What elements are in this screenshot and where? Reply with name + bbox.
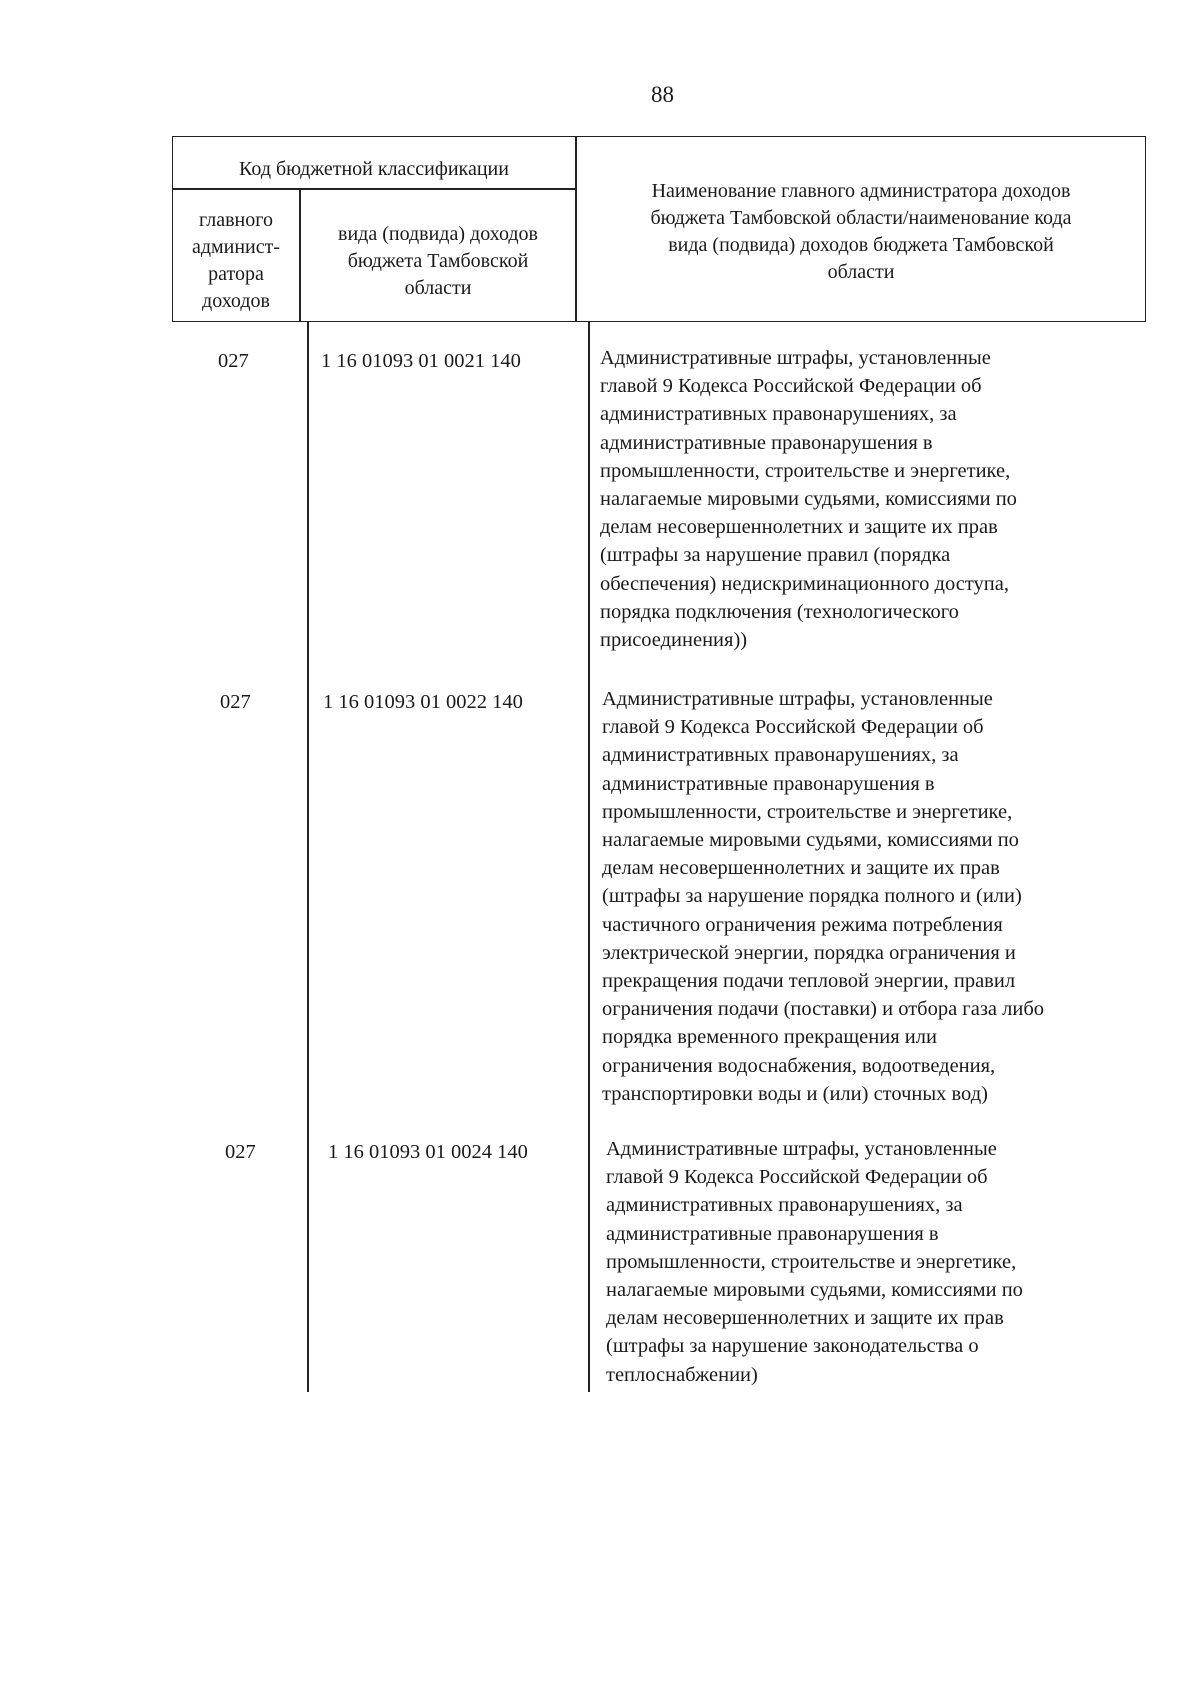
row-description: Административные штрафы, установленные главой 9 Кодекса Российской Федерации об административных правонарушениях, за административные правонарушения в промышленности, строительстве и энергетике, налагаемые мировыми судьями, комиссиями по делам несовершеннолетних и защите их прав (штрафы за нарушение законодательства о теплоснабжении) <box>606 1138 1023 1386</box>
header-divider-group <box>172 188 576 190</box>
row-budget-code: 1 16 01093 01 0021 140 <box>321 350 521 372</box>
body-divider-right <box>588 322 590 1392</box>
row-description: Административные штрафы, установленные главой 9 Кодекса Российской Федерации об административных правонарушениях, за административные правонарушения в промышленности, строительстве и энергетике, налагаемые мировыми судьями, комиссиями по делам несовершеннолетних и защите их прав (штрафы за нарушение правил (порядка обеспечения) недискриминационного доступа, порядка подключения (технологического присоединения)) <box>600 347 1017 652</box>
row-description: Административные штрафы, установленные главой 9 Кодекса Российской Федерации об административных правонарушениях, за административные правонарушения в промышленности, строительстве и энергетике, налагаемые мировыми судьями, комиссиями по делам несовершеннолетних и защите их прав (штрафы за нарушение порядка полного и (или) частичного ограничения режима потребления электрической энергии, порядка ограничения и прекращения подачи тепловой энергии, правил ограничения подачи (поставки) и отбора газа либо порядка временного прекращения или ограничения водоснабжения, водоотведения, транспортировки воды и (или) сточных вод) <box>602 688 1045 1105</box>
header-col-kind: вида (подвида) доходов бюджета Тамбовской области <box>338 223 538 299</box>
body-divider-left <box>307 322 309 1392</box>
row-admin-code: 027 <box>225 1141 256 1163</box>
row-admin-code: 027 <box>218 350 249 372</box>
row-admin-code: 027 <box>220 691 251 713</box>
header-col-name: Наименование главного администратора доходов бюджета Тамбовской области/наименование кода вида (подвида) доходов бюджета Тамбовской области <box>650 180 1072 283</box>
header-col-admin: главного админист- ратора доходов <box>191 209 281 312</box>
row-budget-code: 1 16 01093 01 0022 140 <box>323 691 523 713</box>
row-budget-code: 1 16 01093 01 0024 140 <box>328 1141 528 1163</box>
header-group-title: Код бюджетной классификации <box>239 158 509 180</box>
page-number: 88 <box>651 82 674 107</box>
